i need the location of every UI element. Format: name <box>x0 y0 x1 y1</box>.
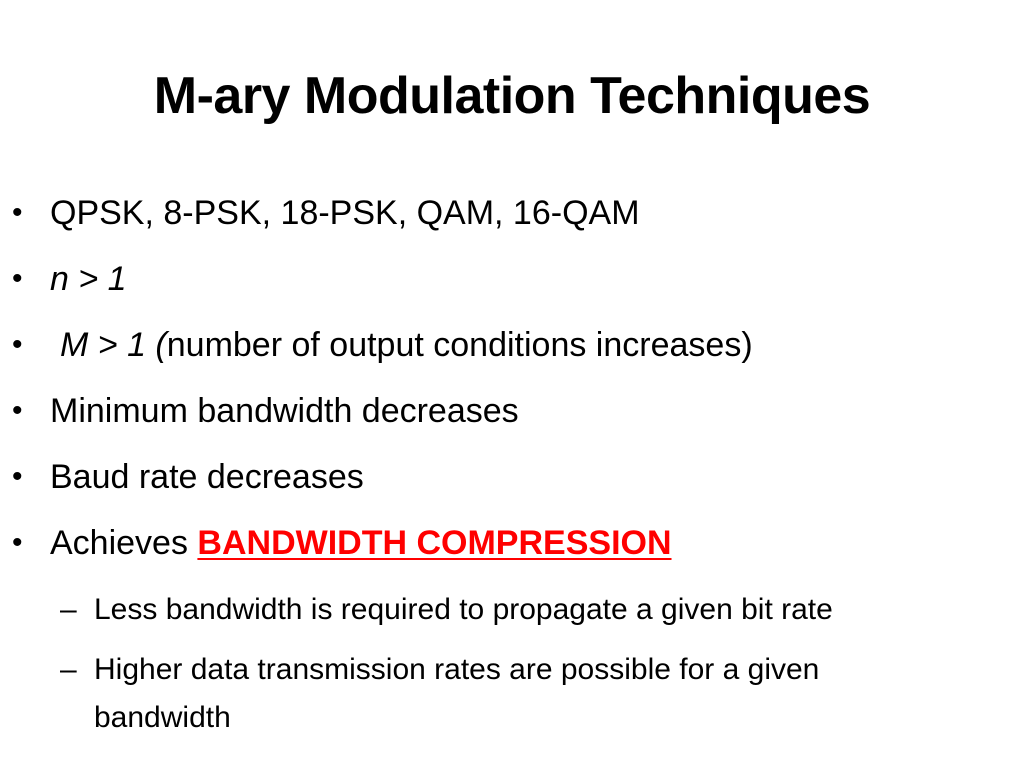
slide-title: M-ary Modulation Techniques <box>153 67 871 125</box>
bullet-italic-part: M > 1 ( <box>60 326 167 364</box>
bullet-icon: • <box>12 262 23 295</box>
bullet-regular-part: number of output conditions increases) <box>166 326 753 364</box>
bullet-text: n > 1 <box>50 260 127 298</box>
bullet-item-min-bandwidth <box>0 384 1024 450</box>
bullet-icon: • <box>12 196 23 229</box>
bullet-text: QPSK, 8-PSK, 18-PSK, QAM, 16-QAM <box>50 194 640 232</box>
bullet-item-n <box>0 252 1024 318</box>
bandwidth-compression-highlight: BANDWIDTH COMPRESSION <box>197 524 672 562</box>
bullet-icon: • <box>12 394 23 427</box>
sub-bullet-text <box>94 646 819 742</box>
bullet-icon: • <box>12 460 23 493</box>
bullet-item-baud-rate <box>0 450 1024 516</box>
bullet-icon: • <box>12 328 23 361</box>
bullet-icon: • <box>12 526 23 559</box>
bullet-text: Baud rate decreases <box>50 458 364 496</box>
bullet-text: Minimum bandwidth decreases <box>50 392 519 430</box>
sub-bullet-line-1: Higher data transmission rates are possible for a given <box>94 653 820 686</box>
sub-bullet-item-less-bandwidth <box>0 586 1024 646</box>
bullet-item-m <box>0 318 1024 384</box>
bullet-text <box>60 318 753 372</box>
sub-bullet-text: Less bandwidth is required to propagate a given bit rate <box>94 593 833 626</box>
bullet-item-modulation-types <box>0 186 1024 252</box>
bullet-item-achieves <box>0 516 1024 582</box>
bullet-list <box>0 186 1024 746</box>
dash-icon: – <box>60 653 77 686</box>
sub-bullet-item-higher-rates <box>0 646 1024 746</box>
bullet-text <box>50 516 672 570</box>
dash-icon: – <box>60 593 77 626</box>
bullet-regular-part: Achieves <box>50 524 198 562</box>
sub-bullet-line-2: bandwidth <box>94 701 231 734</box>
